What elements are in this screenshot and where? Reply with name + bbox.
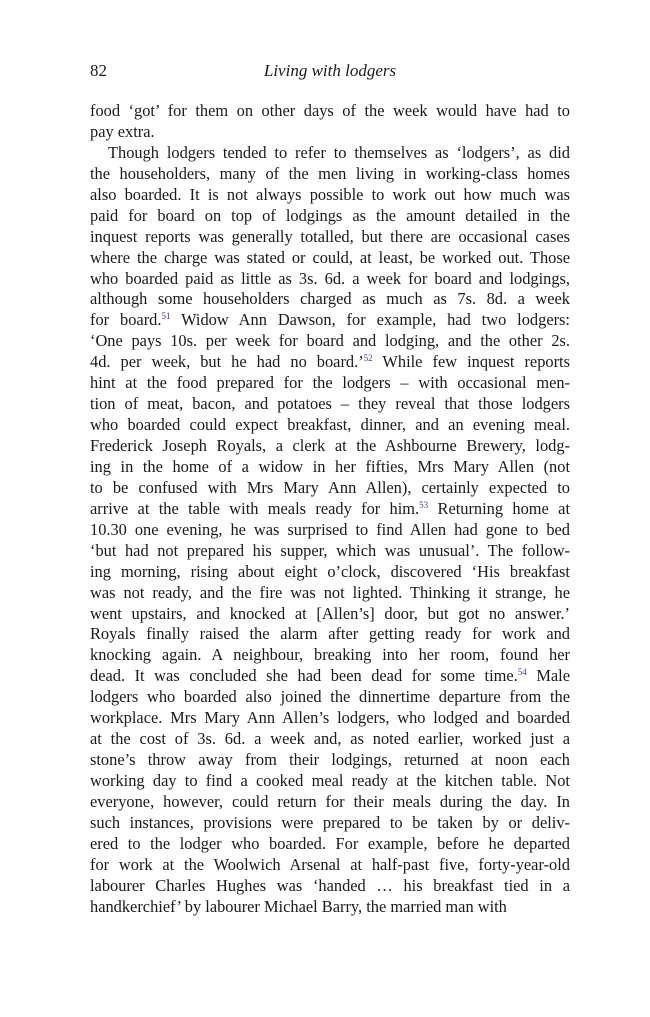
text-line — [90, 666, 570, 687]
paragraph — [90, 143, 570, 918]
text-line — [90, 876, 570, 897]
text-run: ered to the lodger who boarded. For example, before he departed — [90, 833, 570, 853]
text-line — [90, 248, 570, 269]
text-run: dead. It was concluded she had been dead for some time. — [90, 666, 518, 686]
text-run: ‘One pays 10s. per week for board and lodging, and the other 2s. — [90, 331, 570, 351]
text-run: for work at the Woolwich Arsenal at half-past five, forty-year-old — [90, 854, 570, 874]
text-line — [90, 708, 570, 729]
running-title: Living with lodgers — [263, 61, 397, 80]
text-line — [90, 645, 570, 666]
text-run: knocking again. A neighbour, breaking into her room, found her — [90, 645, 570, 665]
text-run: ing morning, rising about eight o’clock, discovered ‘His breakfast — [90, 561, 570, 581]
text-run: at the cost of 3s. 6d. a week and, as noted earlier, worked just a — [90, 729, 570, 749]
text-line — [90, 289, 570, 310]
book-page — [90, 58, 570, 918]
text-run: for board. — [90, 310, 162, 330]
text-line — [90, 164, 570, 185]
text-run: tion of meat, bacon, and potatoes – they reveal that those lodgers — [90, 394, 570, 414]
text-line — [90, 415, 570, 436]
text-run: Male — [526, 666, 570, 686]
text-line — [90, 834, 570, 855]
text-run: Returning home at — [428, 498, 571, 518]
text-run: labourer Charles Hughes was ‘handed … his breakfast tied in a — [90, 875, 570, 895]
text-run: such instances, provisions were prepared to be taken by or deliv- — [90, 812, 570, 832]
text-line — [90, 206, 570, 227]
footnote-marker[interactable]: 51 — [161, 311, 171, 322]
text-run: arrive at the table with meals ready for him. — [90, 498, 420, 518]
footnote-marker[interactable]: 52 — [363, 353, 373, 364]
text-run: Though lodgers tended to refer to themselves as ‘lodgers’, as did — [108, 142, 570, 162]
text-line — [90, 478, 570, 499]
text-line — [90, 122, 570, 143]
text-run: Royals finally raised the alarm after getting ready for work and — [90, 624, 570, 644]
page-number: 82 — [90, 61, 107, 80]
footnote-marker[interactable]: 54 — [517, 667, 527, 678]
text-line — [90, 227, 570, 248]
text-run: paid for board on top of lodgings as the amount detailed in the — [90, 205, 570, 225]
text-run: lodgers who boarded also joined the dinnertime departure from the — [90, 687, 570, 707]
text-run: also boarded. It is not always possible to work out how much was — [90, 184, 570, 204]
text-line — [90, 101, 570, 122]
text-line — [90, 373, 570, 394]
text-run: who boarded could expect breakfast, dinner, and an evening meal. — [90, 415, 570, 435]
text-line — [90, 394, 570, 415]
text-line — [90, 143, 570, 164]
text-run: everyone, however, could return for their meals during the day. In — [90, 791, 570, 811]
text-run: went upstairs, and knocked at [Allen’s] door, but got no answer.’ — [90, 603, 570, 623]
text-run: Widow Ann Dawson, for example, had two lodgers: — [170, 310, 570, 330]
text-line — [90, 729, 570, 750]
text-line — [90, 562, 570, 583]
text-run: 10.30 one evening, he was surprised to find Allen had gone to bed — [90, 519, 570, 539]
text-run: ‘but had not prepared his supper, which was unusual’. The follow- — [90, 540, 570, 560]
text-line — [90, 813, 570, 834]
text-line — [90, 541, 570, 562]
running-header — [90, 58, 570, 84]
body-text — [90, 101, 570, 918]
text-line — [90, 499, 570, 520]
text-line — [90, 750, 570, 771]
text-run: hint at the food prepared for the lodgers – with occasional men- — [90, 373, 570, 393]
text-line — [90, 583, 570, 604]
text-run: workplace. Mrs Mary Ann Allen’s lodgers, who lodged and boarded — [90, 708, 570, 728]
text-run: to be confused with Mrs Mary Ann Allen), certainly expected to — [90, 477, 570, 497]
footnote-marker[interactable]: 53 — [419, 499, 429, 510]
text-line — [90, 352, 570, 373]
text-line — [90, 520, 570, 541]
text-run: food ‘got’ for them on other days of the week would have had to — [90, 101, 570, 120]
text-line — [90, 436, 570, 457]
text-run: although some householders charged as much as 7s. 8d. a week — [90, 289, 570, 309]
text-line — [90, 792, 570, 813]
text-run: While few inquest reports — [372, 352, 570, 372]
text-run: Frederick Joseph Royals, a clerk at the Ashbourne Brewery, lodg- — [90, 436, 570, 455]
text-line — [90, 331, 570, 352]
text-line — [90, 771, 570, 792]
text-run: the householders, many of the men living in working-class homes — [90, 163, 570, 183]
text-run: ing in the home of a widow in her fifties, Mrs Mary Allen (not — [90, 456, 570, 476]
text-run: stone’s throw away from their lodgings, returned at noon each — [90, 750, 570, 770]
text-run: was not ready, and the fire was not lighted. Thinking it strange, he — [90, 582, 570, 602]
text-line — [90, 269, 570, 290]
text-line — [90, 604, 570, 625]
text-run: handkerchief’ by labourer Michael Barry, the married man with — [90, 896, 507, 916]
text-line — [90, 457, 570, 478]
paragraph — [90, 101, 570, 143]
text-line — [90, 310, 570, 331]
text-run: who boarded paid as little as 3s. 6d. a week for board and lodgings, — [90, 268, 570, 288]
text-line — [90, 624, 570, 645]
text-run: 4d. per week, but he had no board.’ — [90, 352, 364, 372]
text-run: where the charge was stated or could, at least, be worked out. Those — [90, 247, 570, 267]
text-line — [90, 855, 570, 876]
text-line — [90, 687, 570, 708]
text-run: inquest reports was generally totalled, but there are occasional cases — [90, 226, 570, 246]
text-line — [90, 897, 570, 918]
text-run: pay extra. — [90, 121, 155, 141]
text-run: working day to find a cooked meal ready at the kitchen table. Not — [90, 771, 570, 790]
text-line — [90, 185, 570, 206]
